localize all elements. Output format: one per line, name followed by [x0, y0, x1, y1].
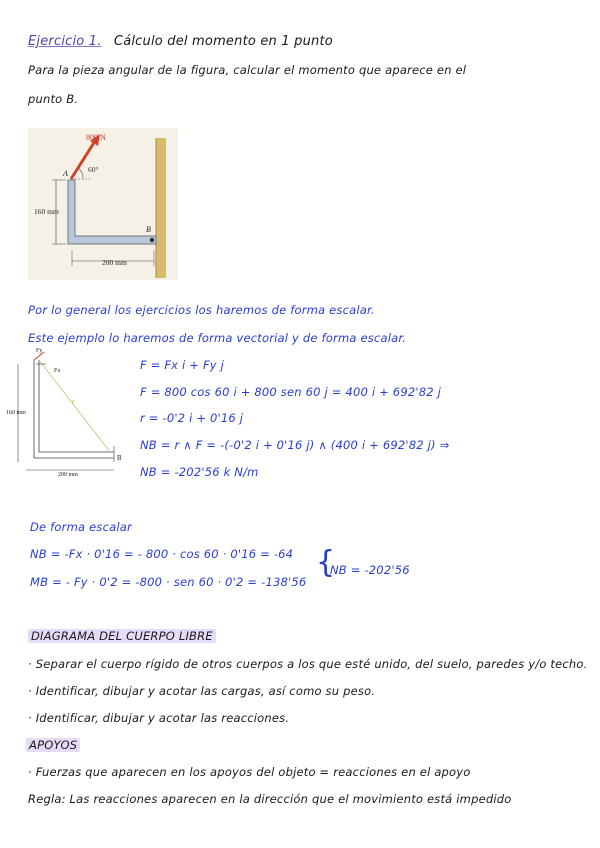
scalar-eq-2: MB = - Fy · 0'2 = -800 · sen 60 · 0'2 = -138'56 [30, 575, 307, 589]
sketch-width: 200 mm [58, 472, 78, 478]
vector-eq-2: F = 800 cos 60 i + 800 sen 60 j = 400 i + 692'82 j [140, 385, 441, 399]
vector-eq-5: NB = -202'56 k N/m [140, 465, 259, 479]
apoyos-item-1: · Fuerzas que aparecen en los apoyos del objeto = reacciones en el apoyo [28, 765, 471, 779]
scalar-heading: De forma escalar [30, 520, 132, 534]
position-vector [39, 360, 110, 452]
dcl-heading [28, 629, 216, 643]
wall [156, 138, 166, 278]
dcl-heading-text: DIAGRAMA DEL CUERPO LIBRE [28, 629, 216, 643]
scalar-eq-1: NB = -Fx · 0'16 = - 800 · cos 60 · 0'16 = -64 [30, 547, 294, 561]
angle-piece-figure [28, 128, 178, 280]
force-label: 800 N [86, 133, 106, 142]
dcl-item-1: · Separar el cuerpo rígido de otros cuerpos a los que esté unido, del suelo, paredes y/o techo. [28, 657, 588, 671]
exercise-subject: Cálculo del momento en 1 punto [113, 34, 333, 49]
apoyos-heading-text: APOYOS [26, 738, 80, 752]
result-brace: { [316, 545, 336, 580]
sketch-b: B [117, 454, 122, 462]
apoyos-heading [26, 738, 80, 752]
dcl-item-3: · Identificar, dibujar y acotar las reacciones. [28, 711, 290, 725]
angle-label: 60° [88, 165, 99, 174]
hand-sketch [6, 346, 128, 480]
exercise-title [28, 34, 333, 49]
sketch-fy: Fy [36, 348, 43, 354]
exercise-label: Ejercicio 1. [28, 34, 102, 49]
sketch-r: r [72, 398, 75, 406]
apoyos-item-2: Regla: Las reacciones aparecen en la dirección que el movimiento está impedido [28, 792, 512, 806]
width-label: 200 mm [102, 258, 127, 267]
vector-eq-3: r = -0'2 i + 0'16 j [140, 411, 244, 425]
scalar-result: NB = -202'56 [330, 563, 410, 577]
statement-line-2: punto B. [28, 92, 79, 106]
point-a-label: A [63, 169, 68, 178]
intro-line-2: Este ejemplo lo haremos de forma vectorial y de forma escalar. [28, 331, 407, 345]
statement-line-1: Para la pieza angular de la figura, calcular el momento que aparece en el [28, 63, 467, 77]
vector-eq-4: NB = r ∧ F = -(-0'2 i + 0'16 j) ∧ (400 i + 692'82 j) ⇒ [140, 438, 450, 452]
sketch-height: 160 mm [6, 410, 26, 416]
vector-eq-1: F = Fx i + Fy j [140, 358, 225, 372]
dcl-item-2: · Identificar, dibujar y acotar las cargas, así como su peso. [28, 684, 376, 698]
point-b-label: B [146, 225, 151, 234]
sketch-fx: Fx [54, 368, 61, 374]
height-label: 160 mm [34, 207, 59, 216]
intro-line-1: Por lo general los ejercicios los haremos de forma escalar. [28, 303, 375, 317]
